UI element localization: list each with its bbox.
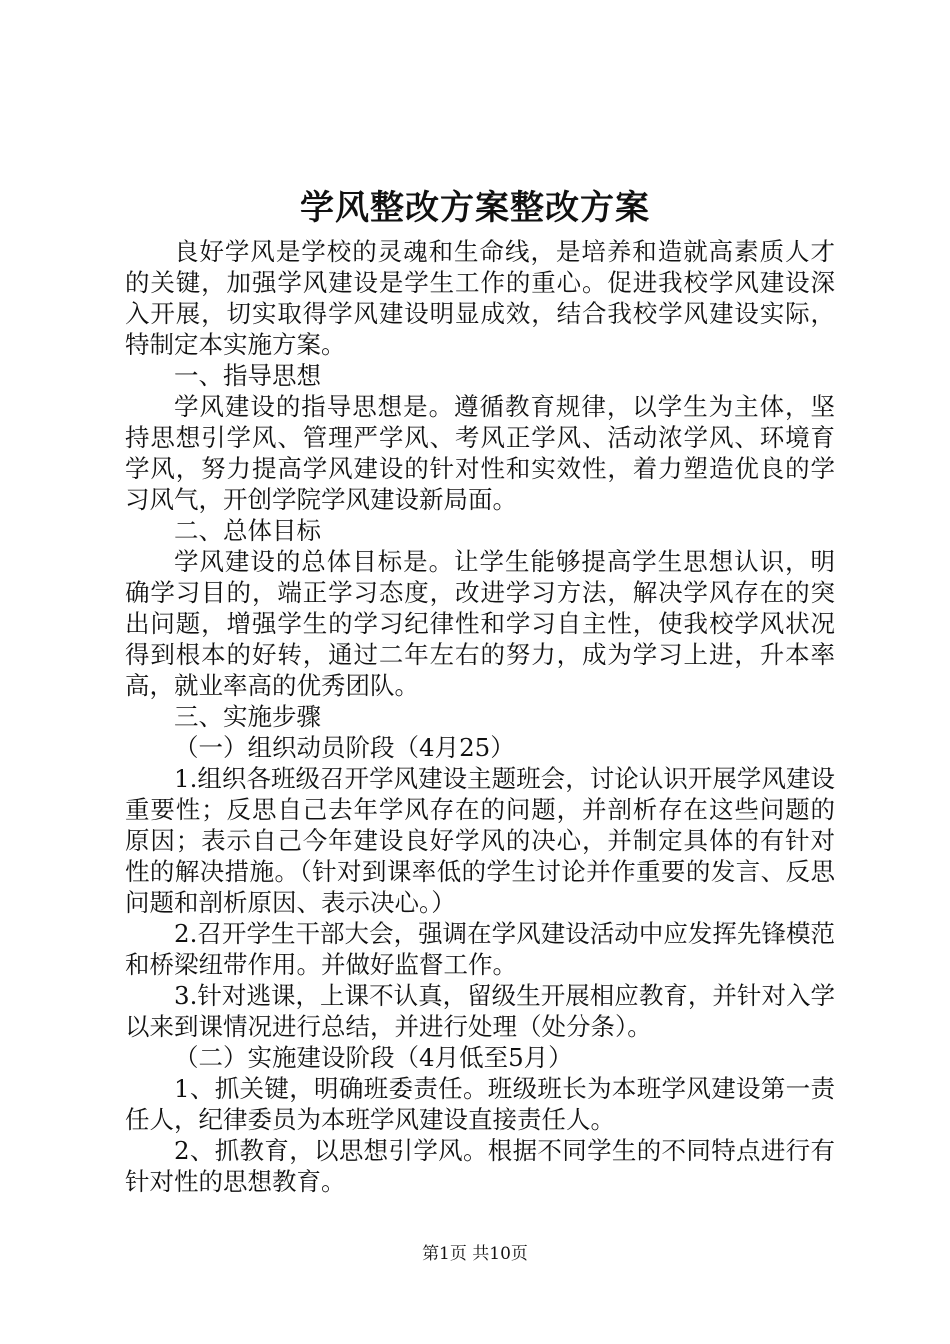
paragraph-measure-1: 1、抓关键，明确班委责任。班级班长为本班学风建设第一责任人，纪律委员为本班学风建设直接责任人。 (125, 1074, 835, 1134)
paragraph-step-1: 1.组织各班级召开学风建设主题班会，讨论认识开展学风建设重要性；反思自己去年学风存在的问题，并剖析存在这些问题的原因；表示自己今年建设良好学风的决心，并制定具体的有针对性的解决措施。（针对到课率低的学生讨论并作重要的发言、反思问题和剖析原因、表示决心。） (125, 764, 835, 917)
subheading-construction-stage: （二）实施建设阶段（4月低至5月） (174, 1043, 573, 1072)
paragraph-step-2: 2.召开学生干部大会，强调在学风建设活动中应发挥先锋模范和桥梁纽带作用。并做好监督工作。 (125, 919, 835, 979)
paragraph-overall-goal: 学风建设的总体目标是。让学生能够提高学生思想认识，明确学习目的，端正学习态度，改进学习方法，解决学风存在的突出问题，增强学生的学习纪律性和学习自主性，使我校学风状况得到根本的好转，通过二年左右的努力，成为学习上进，升本率高，就业率高的优秀团队。 (125, 547, 835, 700)
subheading-mobilization-stage: （一）组织动员阶段（4月25） (174, 733, 515, 762)
document-title: 学风整改方案整改方案 (300, 188, 650, 228)
section-heading-overall-goal: 二、总体目标 (174, 516, 321, 545)
paragraph-measure-2: 2、抓教育，以思想引学风。根据不同学生的不同特点进行有针对性的思想教育。 (125, 1136, 835, 1196)
section-heading-guiding-thought: 一、指导思想 (174, 361, 321, 390)
paragraph-intro: 良好学风是学校的灵魂和生命线，是培养和造就高素质人才的关键，加强学风建设是学生工作的重心。促进我校学风建设深入开展，切实取得学风建设明显成效，结合我校学风建设实际，特制定本实施方案。 (125, 237, 835, 359)
paragraph-step-3: 3.针对逃课，上课不认真，留级生开展相应教育，并针对入学以来到课情况进行总结，并进行处理（处分条）。 (125, 981, 835, 1041)
section-heading-implementation-steps: 三、实施步骤 (174, 702, 321, 731)
document-body (125, 236, 835, 1197)
paragraph-guiding-thought: 学风建设的指导思想是。遵循教育规律，以学生为主体，坚持思想引学风、管理严学风、考风正学风、活动浓学风、环境育学风，努力提高学风建设的针对性和实效性，着力塑造优良的学习风气，开创学院学风建设新局面。 (125, 392, 835, 514)
page-number-footer: 第1页 共10页 (422, 1244, 528, 1264)
